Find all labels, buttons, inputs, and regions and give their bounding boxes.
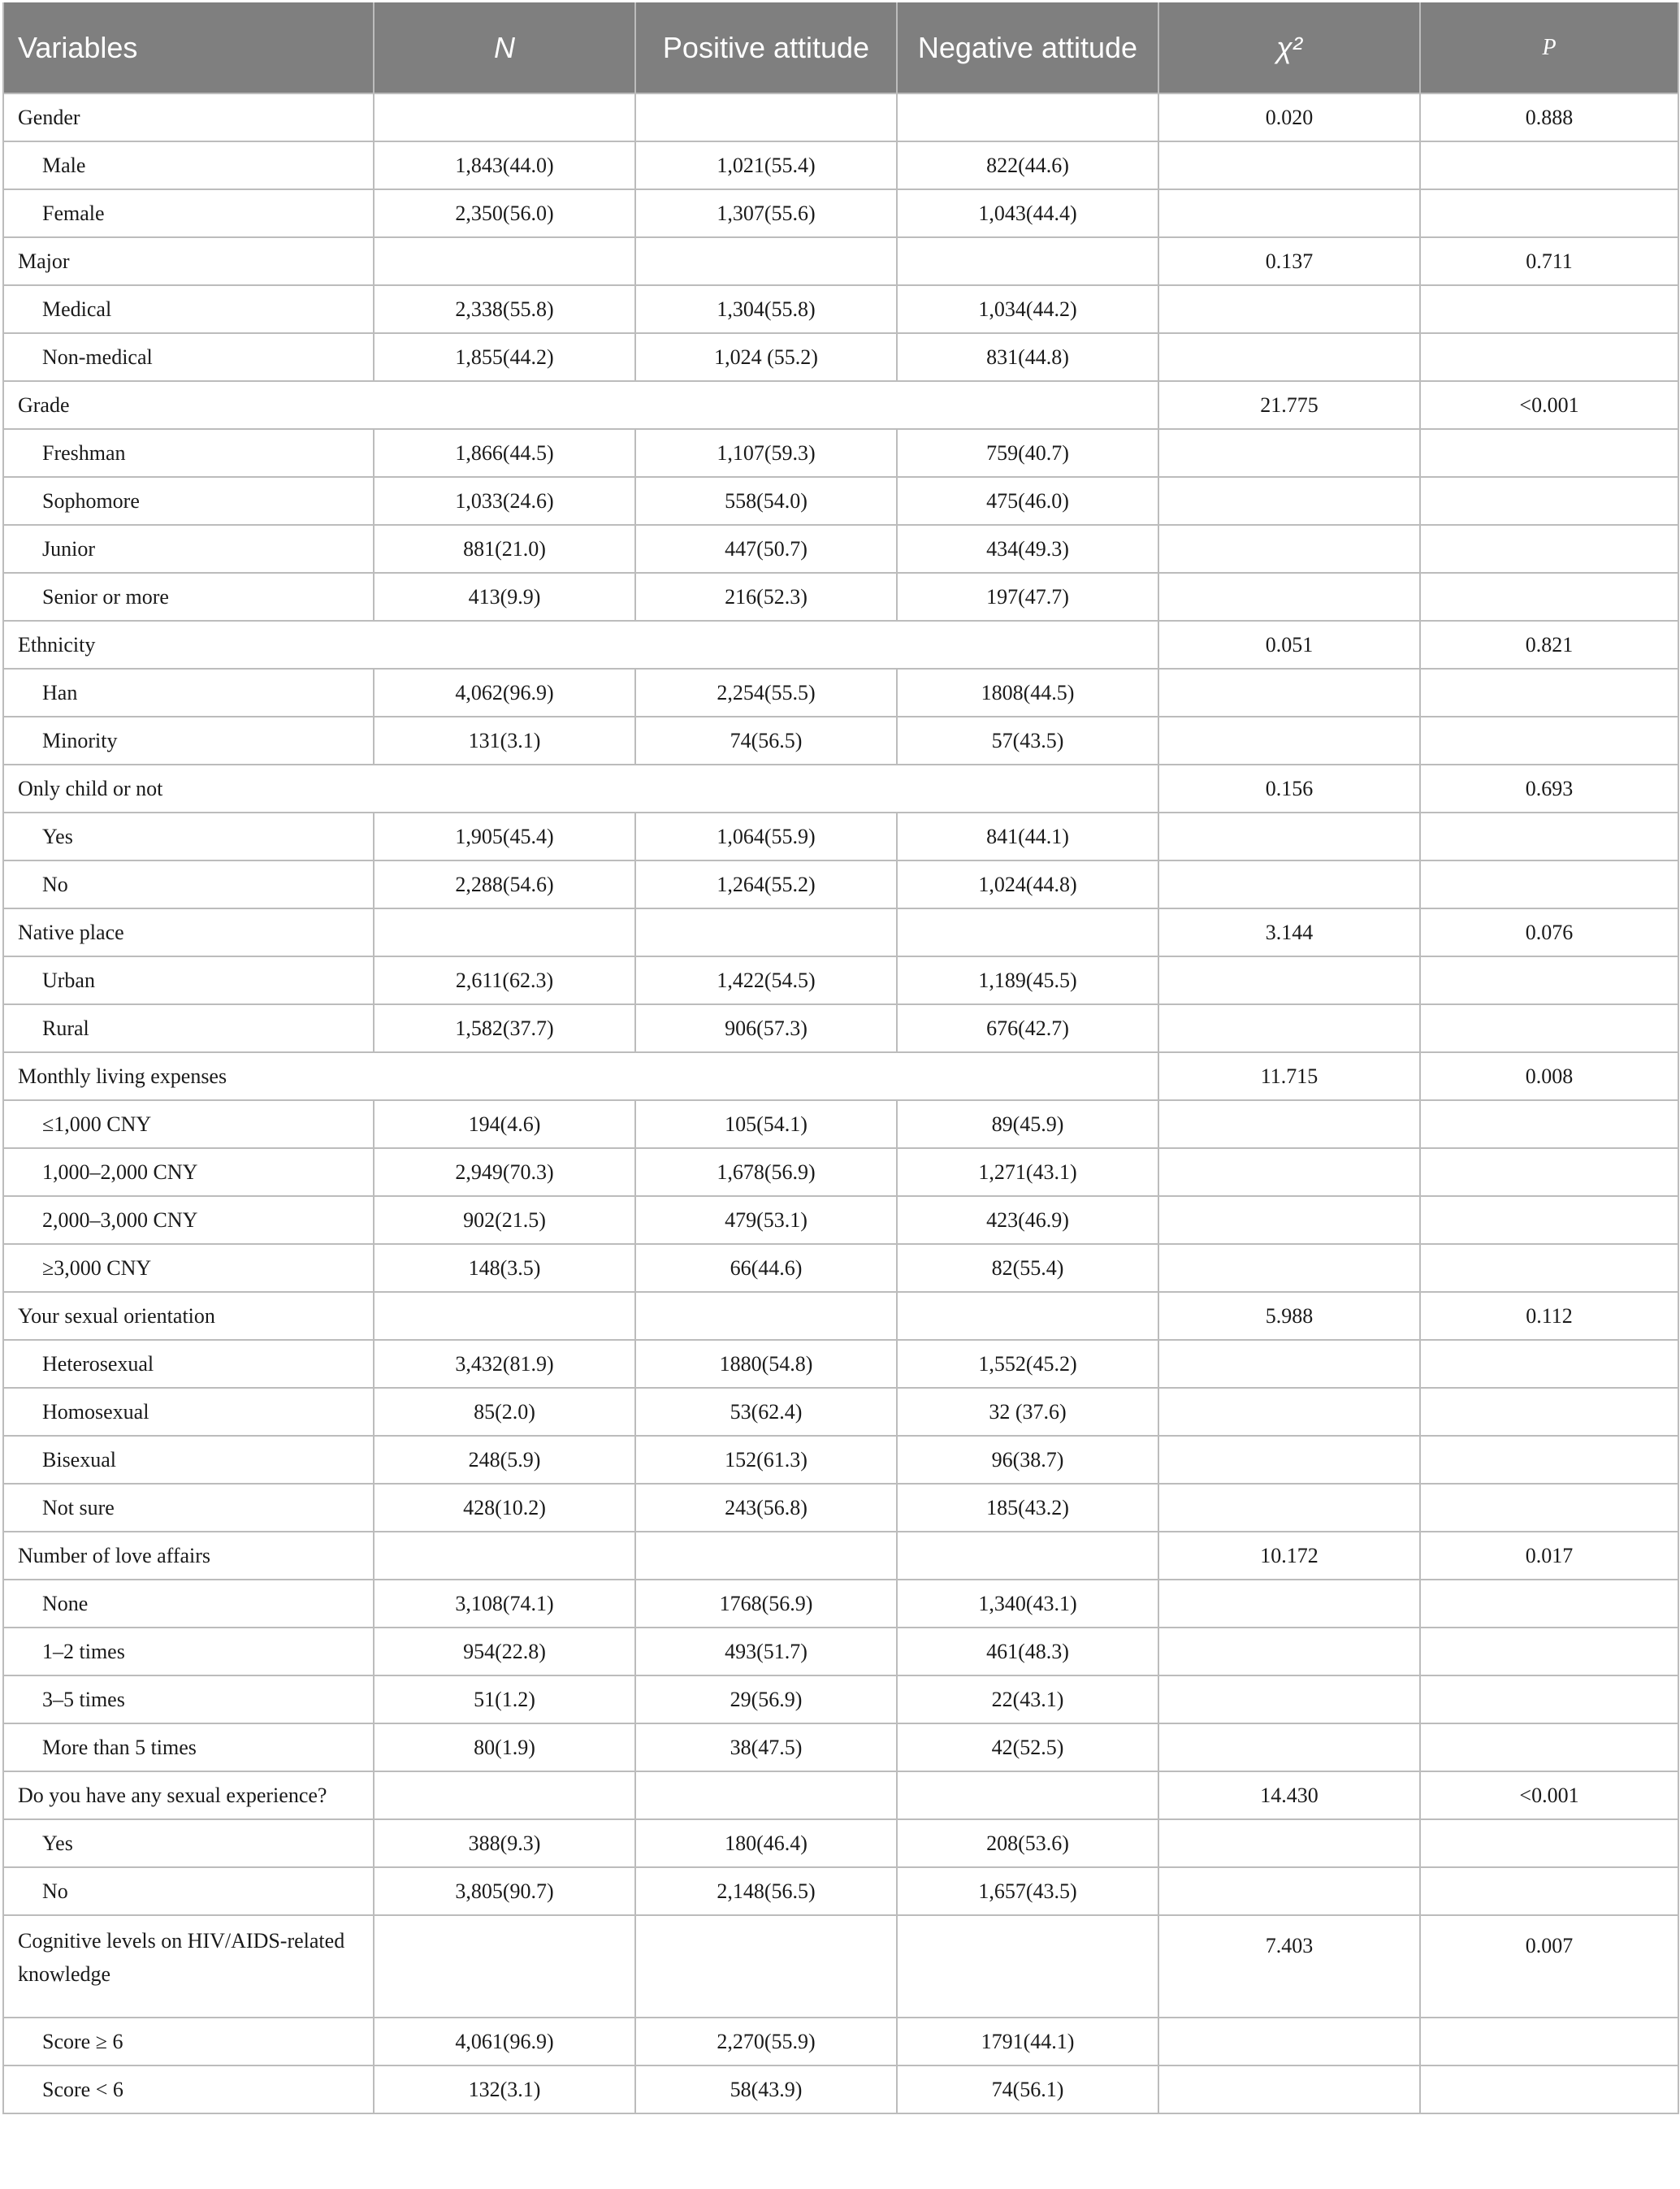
p-value: <0.001 bbox=[1420, 381, 1678, 429]
positive-cell bbox=[635, 1532, 897, 1580]
category-label: 2,000–3,000 CNY bbox=[3, 1196, 374, 1244]
p-cell bbox=[1420, 429, 1678, 477]
chi-square-cell bbox=[1158, 1148, 1420, 1196]
p-value: 0.017 bbox=[1420, 1532, 1678, 1580]
group-row bbox=[3, 93, 1678, 141]
chi-square-cell bbox=[1158, 717, 1420, 765]
n-value: 85(2.0) bbox=[374, 1388, 635, 1436]
chi-square-cell bbox=[1158, 1484, 1420, 1532]
category-label: No bbox=[3, 860, 374, 908]
table-row bbox=[3, 189, 1678, 237]
category-label: Junior bbox=[3, 525, 374, 573]
p-cell bbox=[1420, 1196, 1678, 1244]
chi-square-cell bbox=[1158, 1244, 1420, 1292]
positive-value: 447(50.7) bbox=[635, 525, 897, 573]
group-row bbox=[3, 1771, 1678, 1819]
variable-label: Do you have any sexual experience? bbox=[3, 1771, 374, 1819]
table-row bbox=[3, 141, 1678, 189]
positive-cell bbox=[635, 908, 897, 956]
table-row bbox=[3, 1723, 1678, 1771]
n-value: 3,108(74.1) bbox=[374, 1580, 635, 1628]
chi-square-cell bbox=[1158, 189, 1420, 237]
chi-square-cell bbox=[1158, 333, 1420, 381]
negative-value: 434(49.3) bbox=[897, 525, 1158, 573]
p-cell bbox=[1420, 2065, 1678, 2113]
table-row bbox=[3, 1244, 1678, 1292]
n-value: 248(5.9) bbox=[374, 1436, 635, 1484]
n-value: 1,033(24.6) bbox=[374, 477, 635, 525]
positive-value: 493(51.7) bbox=[635, 1628, 897, 1675]
chi-square-cell bbox=[1158, 813, 1420, 860]
negative-value: 1,189(45.5) bbox=[897, 956, 1158, 1004]
n-value: 428(10.2) bbox=[374, 1484, 635, 1532]
p-cell bbox=[1420, 525, 1678, 573]
variable-label: Number of love affairs bbox=[3, 1532, 374, 1580]
p-value: <0.001 bbox=[1420, 1771, 1678, 1819]
chi-square-cell bbox=[1158, 956, 1420, 1004]
header-variables: Variables bbox=[3, 2, 374, 93]
header-n: N bbox=[374, 2, 635, 93]
n-value: 2,288(54.6) bbox=[374, 860, 635, 908]
negative-cell bbox=[897, 1292, 1158, 1340]
negative-value: 1,657(43.5) bbox=[897, 1867, 1158, 1915]
chi-square-value: 0.020 bbox=[1158, 93, 1420, 141]
header-chi-square: χ² bbox=[1158, 2, 1420, 93]
table-row bbox=[3, 1580, 1678, 1628]
table-row bbox=[3, 1675, 1678, 1723]
category-label: Male bbox=[3, 141, 374, 189]
positive-value: 1,678(56.9) bbox=[635, 1148, 897, 1196]
positive-value: 1768(56.9) bbox=[635, 1580, 897, 1628]
category-label: Sophomore bbox=[3, 477, 374, 525]
group-row bbox=[3, 1915, 1678, 2018]
category-label: 3–5 times bbox=[3, 1675, 374, 1723]
negative-value: 197(47.7) bbox=[897, 573, 1158, 621]
chi-square-cell bbox=[1158, 1675, 1420, 1723]
category-label: Heterosexual bbox=[3, 1340, 374, 1388]
negative-value: 1,340(43.1) bbox=[897, 1580, 1158, 1628]
negative-value: 1,024(44.8) bbox=[897, 860, 1158, 908]
negative-value: 57(43.5) bbox=[897, 717, 1158, 765]
n-cell bbox=[374, 237, 635, 285]
negative-value: 1,043(44.4) bbox=[897, 189, 1158, 237]
table-row bbox=[3, 813, 1678, 860]
category-label: Score < 6 bbox=[3, 2065, 374, 2113]
n-value: 1,843(44.0) bbox=[374, 141, 635, 189]
negative-value: 1,271(43.1) bbox=[897, 1148, 1158, 1196]
p-value: 0.112 bbox=[1420, 1292, 1678, 1340]
p-cell bbox=[1420, 333, 1678, 381]
p-cell bbox=[1420, 1580, 1678, 1628]
table-row bbox=[3, 1340, 1678, 1388]
p-cell bbox=[1420, 2018, 1678, 2065]
table-row bbox=[3, 573, 1678, 621]
group-row bbox=[3, 237, 1678, 285]
negative-value: 831(44.8) bbox=[897, 333, 1158, 381]
group-row bbox=[3, 1532, 1678, 1580]
category-label: Yes bbox=[3, 813, 374, 860]
n-value: 1,582(37.7) bbox=[374, 1004, 635, 1052]
positive-value: 558(54.0) bbox=[635, 477, 897, 525]
variable-label: Cognitive levels on HIV/AIDS-related knowledge bbox=[3, 1915, 374, 2018]
n-cell bbox=[374, 1771, 635, 1819]
variable-label: Your sexual orientation bbox=[3, 1292, 374, 1340]
table-row bbox=[3, 525, 1678, 573]
group-row bbox=[3, 1292, 1678, 1340]
p-cell bbox=[1420, 141, 1678, 189]
n-value: 2,338(55.8) bbox=[374, 285, 635, 333]
p-value: 0.007 bbox=[1420, 1915, 1678, 2018]
negative-value: 822(44.6) bbox=[897, 141, 1158, 189]
negative-cell bbox=[897, 1771, 1158, 1819]
negative-value: 1808(44.5) bbox=[897, 669, 1158, 717]
negative-cell bbox=[897, 908, 1158, 956]
chi-square-value: 3.144 bbox=[1158, 908, 1420, 956]
negative-value: 89(45.9) bbox=[897, 1100, 1158, 1148]
p-cell bbox=[1420, 1675, 1678, 1723]
chi-square-cell bbox=[1158, 2065, 1420, 2113]
table-row bbox=[3, 1004, 1678, 1052]
n-value: 2,350(56.0) bbox=[374, 189, 635, 237]
category-label: ≤1,000 CNY bbox=[3, 1100, 374, 1148]
table-row bbox=[3, 1196, 1678, 1244]
group-row bbox=[3, 381, 1678, 429]
table-row bbox=[3, 285, 1678, 333]
category-label: None bbox=[3, 1580, 374, 1628]
chi-square-value: 5.988 bbox=[1158, 1292, 1420, 1340]
positive-value: 1,422(54.5) bbox=[635, 956, 897, 1004]
group-row bbox=[3, 1052, 1678, 1100]
positive-value: 2,254(55.5) bbox=[635, 669, 897, 717]
positive-value: 29(56.9) bbox=[635, 1675, 897, 1723]
chi-square-cell bbox=[1158, 2018, 1420, 2065]
n-value: 80(1.9) bbox=[374, 1723, 635, 1771]
p-value: 0.693 bbox=[1420, 765, 1678, 813]
n-value: 413(9.9) bbox=[374, 573, 635, 621]
positive-value: 180(46.4) bbox=[635, 1819, 897, 1867]
chi-square-cell bbox=[1158, 525, 1420, 573]
chi-square-cell bbox=[1158, 429, 1420, 477]
chi-square-value: 0.051 bbox=[1158, 621, 1420, 669]
negative-value: 1,034(44.2) bbox=[897, 285, 1158, 333]
positive-cell bbox=[635, 1915, 897, 2018]
positive-value: 1,024 (55.2) bbox=[635, 333, 897, 381]
table-row bbox=[3, 1819, 1678, 1867]
category-label: Female bbox=[3, 189, 374, 237]
positive-cell bbox=[635, 1771, 897, 1819]
table-row bbox=[3, 1628, 1678, 1675]
p-cell bbox=[1420, 1100, 1678, 1148]
p-value: 0.076 bbox=[1420, 908, 1678, 956]
n-value: 1,905(45.4) bbox=[374, 813, 635, 860]
negative-value: 461(48.3) bbox=[897, 1628, 1158, 1675]
chi-square-cell bbox=[1158, 1436, 1420, 1484]
p-cell bbox=[1420, 860, 1678, 908]
category-label: Rural bbox=[3, 1004, 374, 1052]
header-negative-attitude: Negative attitude bbox=[897, 2, 1158, 93]
p-cell bbox=[1420, 1004, 1678, 1052]
negative-value: 82(55.4) bbox=[897, 1244, 1158, 1292]
category-label: Yes bbox=[3, 1819, 374, 1867]
chi-square-value: 0.156 bbox=[1158, 765, 1420, 813]
negative-value: 423(46.9) bbox=[897, 1196, 1158, 1244]
p-cell bbox=[1420, 956, 1678, 1004]
positive-value: 1880(54.8) bbox=[635, 1340, 897, 1388]
p-value: 0.821 bbox=[1420, 621, 1678, 669]
table-row bbox=[3, 1100, 1678, 1148]
p-cell bbox=[1420, 669, 1678, 717]
p-cell bbox=[1420, 813, 1678, 860]
positive-value: 1,307(55.6) bbox=[635, 189, 897, 237]
category-label: Medical bbox=[3, 285, 374, 333]
table-header-row bbox=[3, 2, 1678, 93]
p-cell bbox=[1420, 717, 1678, 765]
positive-value: 2,270(55.9) bbox=[635, 2018, 897, 2065]
category-label: Score ≥ 6 bbox=[3, 2018, 374, 2065]
n-value: 3,805(90.7) bbox=[374, 1867, 635, 1915]
category-label: 1,000–2,000 CNY bbox=[3, 1148, 374, 1196]
table-row bbox=[3, 717, 1678, 765]
p-cell bbox=[1420, 1628, 1678, 1675]
chi-square-cell bbox=[1158, 573, 1420, 621]
n-cell bbox=[374, 908, 635, 956]
chi-square-cell bbox=[1158, 1723, 1420, 1771]
variable-label: Native place bbox=[3, 908, 374, 956]
chi-square-value: 14.430 bbox=[1158, 1771, 1420, 1819]
category-label: Urban bbox=[3, 956, 374, 1004]
positive-value: 1,064(55.9) bbox=[635, 813, 897, 860]
table-row bbox=[3, 1867, 1678, 1915]
table-row bbox=[3, 956, 1678, 1004]
n-value: 2,949(70.3) bbox=[374, 1148, 635, 1196]
category-label: Homosexual bbox=[3, 1388, 374, 1436]
positive-value: 105(54.1) bbox=[635, 1100, 897, 1148]
variable-label: Major bbox=[3, 237, 374, 285]
p-cell bbox=[1420, 1148, 1678, 1196]
positive-value: 1,021(55.4) bbox=[635, 141, 897, 189]
table-row bbox=[3, 1436, 1678, 1484]
n-value: 388(9.3) bbox=[374, 1819, 635, 1867]
p-value: 0.711 bbox=[1420, 237, 1678, 285]
data-table bbox=[2, 2, 1679, 2114]
negative-cell bbox=[897, 1532, 1158, 1580]
positive-cell bbox=[635, 93, 897, 141]
category-label: Bisexual bbox=[3, 1436, 374, 1484]
chi-square-cell bbox=[1158, 1004, 1420, 1052]
negative-value: 22(43.1) bbox=[897, 1675, 1158, 1723]
positive-value: 38(47.5) bbox=[635, 1723, 897, 1771]
table-row bbox=[3, 1484, 1678, 1532]
chi-square-cell bbox=[1158, 860, 1420, 908]
n-value: 132(3.1) bbox=[374, 2065, 635, 2113]
chi-square-cell bbox=[1158, 285, 1420, 333]
chi-square-value: 7.403 bbox=[1158, 1915, 1420, 2018]
p-cell bbox=[1420, 1436, 1678, 1484]
positive-value: 243(56.8) bbox=[635, 1484, 897, 1532]
table-row bbox=[3, 2018, 1678, 2065]
negative-value: 74(56.1) bbox=[897, 2065, 1158, 2113]
table-row bbox=[3, 333, 1678, 381]
n-value: 2,611(62.3) bbox=[374, 956, 635, 1004]
category-label: Senior or more bbox=[3, 573, 374, 621]
negative-value: 96(38.7) bbox=[897, 1436, 1158, 1484]
table-row bbox=[3, 2065, 1678, 2113]
positive-value: 66(44.6) bbox=[635, 1244, 897, 1292]
category-label: Han bbox=[3, 669, 374, 717]
table-row bbox=[3, 429, 1678, 477]
category-label: More than 5 times bbox=[3, 1723, 374, 1771]
category-label: Non-medical bbox=[3, 333, 374, 381]
chi-square-cell bbox=[1158, 1819, 1420, 1867]
p-cell bbox=[1420, 477, 1678, 525]
positive-value: 58(43.9) bbox=[635, 2065, 897, 2113]
table-row bbox=[3, 1148, 1678, 1196]
variable-label: Only child or not bbox=[3, 765, 1158, 813]
n-value: 1,855(44.2) bbox=[374, 333, 635, 381]
table-body bbox=[3, 93, 1678, 2113]
positive-cell bbox=[635, 1292, 897, 1340]
header-p-value: P bbox=[1420, 2, 1678, 93]
positive-value: 1,107(59.3) bbox=[635, 429, 897, 477]
chi-square-cell bbox=[1158, 1580, 1420, 1628]
positive-value: 216(52.3) bbox=[635, 573, 897, 621]
n-value: 3,432(81.9) bbox=[374, 1340, 635, 1388]
p-cell bbox=[1420, 1867, 1678, 1915]
negative-value: 32 (37.6) bbox=[897, 1388, 1158, 1436]
chi-square-cell bbox=[1158, 1388, 1420, 1436]
group-row bbox=[3, 908, 1678, 956]
chi-square-value: 21.775 bbox=[1158, 381, 1420, 429]
p-cell bbox=[1420, 573, 1678, 621]
chi-square-value: 11.715 bbox=[1158, 1052, 1420, 1100]
chi-square-cell bbox=[1158, 141, 1420, 189]
negative-value: 185(43.2) bbox=[897, 1484, 1158, 1532]
n-value: 1,866(44.5) bbox=[374, 429, 635, 477]
n-value: 4,062(96.9) bbox=[374, 669, 635, 717]
positive-value: 479(53.1) bbox=[635, 1196, 897, 1244]
negative-cell bbox=[897, 1915, 1158, 2018]
category-label: 1–2 times bbox=[3, 1628, 374, 1675]
negative-value: 208(53.6) bbox=[897, 1819, 1158, 1867]
category-label: Freshman bbox=[3, 429, 374, 477]
category-label: Minority bbox=[3, 717, 374, 765]
p-cell bbox=[1420, 1340, 1678, 1388]
table-row bbox=[3, 669, 1678, 717]
chi-square-value: 0.137 bbox=[1158, 237, 1420, 285]
chi-square-cell bbox=[1158, 1628, 1420, 1675]
group-row bbox=[3, 765, 1678, 813]
negative-value: 841(44.1) bbox=[897, 813, 1158, 860]
chi-square-cell bbox=[1158, 669, 1420, 717]
negative-value: 475(46.0) bbox=[897, 477, 1158, 525]
chi-square-value: 10.172 bbox=[1158, 1532, 1420, 1580]
n-cell bbox=[374, 1915, 635, 2018]
table-row bbox=[3, 860, 1678, 908]
p-value: 0.008 bbox=[1420, 1052, 1678, 1100]
chi-square-cell bbox=[1158, 1196, 1420, 1244]
p-cell bbox=[1420, 285, 1678, 333]
negative-value: 42(52.5) bbox=[897, 1723, 1158, 1771]
n-value: 954(22.8) bbox=[374, 1628, 635, 1675]
n-value: 4,061(96.9) bbox=[374, 2018, 635, 2065]
n-cell bbox=[374, 1292, 635, 1340]
n-cell bbox=[374, 1532, 635, 1580]
negative-value: 1791(44.1) bbox=[897, 2018, 1158, 2065]
n-value: 148(3.5) bbox=[374, 1244, 635, 1292]
positive-value: 2,148(56.5) bbox=[635, 1867, 897, 1915]
p-cell bbox=[1420, 1388, 1678, 1436]
p-value: 0.888 bbox=[1420, 93, 1678, 141]
group-row bbox=[3, 621, 1678, 669]
negative-value: 1,552(45.2) bbox=[897, 1340, 1158, 1388]
variable-label: Ethnicity bbox=[3, 621, 1158, 669]
category-label: Not sure bbox=[3, 1484, 374, 1532]
category-label: No bbox=[3, 1867, 374, 1915]
n-value: 51(1.2) bbox=[374, 1675, 635, 1723]
positive-value: 1,304(55.8) bbox=[635, 285, 897, 333]
p-cell bbox=[1420, 1819, 1678, 1867]
negative-cell bbox=[897, 237, 1158, 285]
positive-cell bbox=[635, 237, 897, 285]
table-row bbox=[3, 1388, 1678, 1436]
variable-label: Monthly living expenses bbox=[3, 1052, 1158, 1100]
negative-cell bbox=[897, 93, 1158, 141]
n-value: 902(21.5) bbox=[374, 1196, 635, 1244]
n-value: 881(21.0) bbox=[374, 525, 635, 573]
chi-square-cell bbox=[1158, 477, 1420, 525]
positive-value: 74(56.5) bbox=[635, 717, 897, 765]
p-cell bbox=[1420, 1484, 1678, 1532]
variable-label: Grade bbox=[3, 381, 1158, 429]
table-row bbox=[3, 477, 1678, 525]
positive-value: 906(57.3) bbox=[635, 1004, 897, 1052]
p-cell bbox=[1420, 1244, 1678, 1292]
n-cell bbox=[374, 93, 635, 141]
n-value: 194(4.6) bbox=[374, 1100, 635, 1148]
p-cell bbox=[1420, 1723, 1678, 1771]
p-cell bbox=[1420, 189, 1678, 237]
category-label: ≥3,000 CNY bbox=[3, 1244, 374, 1292]
chi-square-cell bbox=[1158, 1867, 1420, 1915]
chi-square-cell bbox=[1158, 1100, 1420, 1148]
chi-square-cell bbox=[1158, 1340, 1420, 1388]
positive-value: 53(62.4) bbox=[635, 1388, 897, 1436]
variable-label: Gender bbox=[3, 93, 374, 141]
header-positive-attitude: Positive attitude bbox=[635, 2, 897, 93]
negative-value: 759(40.7) bbox=[897, 429, 1158, 477]
positive-value: 1,264(55.2) bbox=[635, 860, 897, 908]
negative-value: 676(42.7) bbox=[897, 1004, 1158, 1052]
positive-value: 152(61.3) bbox=[635, 1436, 897, 1484]
n-value: 131(3.1) bbox=[374, 717, 635, 765]
